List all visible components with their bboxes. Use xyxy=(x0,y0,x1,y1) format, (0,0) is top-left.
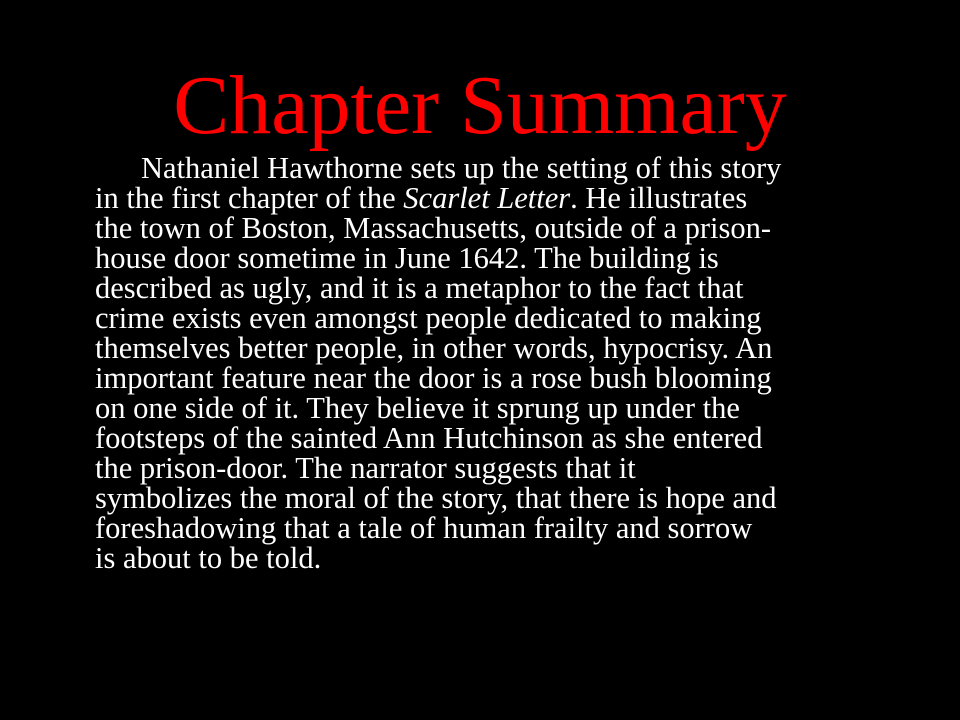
summary-paragraph xyxy=(95,153,915,573)
summary-line: foreshadowing that a tale of human frailty and sorrow xyxy=(95,511,753,545)
summary-line: footsteps of the sainted Ann Hutchinson as she entered xyxy=(95,421,763,455)
summary-line: the prison-door. The narrator suggests that it xyxy=(95,451,636,485)
summary-line: crime exists even amongst people dedicated to making xyxy=(95,301,762,335)
summary-line: symbolizes the moral of the story, that there is hope and xyxy=(95,481,777,515)
summary-line: important feature near the door is a rose bush blooming xyxy=(95,361,772,395)
summary-line: Nathaniel Hawthorne sets up the setting of this story xyxy=(141,151,782,185)
summary-line: house door sometime in June 1642. The building is xyxy=(95,241,719,275)
summary-line: on one side of it. They believe it sprung up under the xyxy=(95,391,740,425)
summary-text: . He illustrates xyxy=(570,181,748,215)
summary-line: themselves better people, in other words, hypocrisy. An xyxy=(95,331,773,365)
summary-line xyxy=(95,183,915,213)
slide-title: Chapter Summary xyxy=(173,59,787,152)
summary-line: is about to be told. xyxy=(95,541,322,575)
summary-line: the town of Boston, Massachusetts, outside of a prison- xyxy=(95,211,772,245)
book-title: Scarlet Letter xyxy=(403,181,571,215)
summary-line: described as ugly, and it is a metaphor to the fact that xyxy=(95,271,744,305)
summary-text: in the first chapter of the xyxy=(95,181,404,215)
